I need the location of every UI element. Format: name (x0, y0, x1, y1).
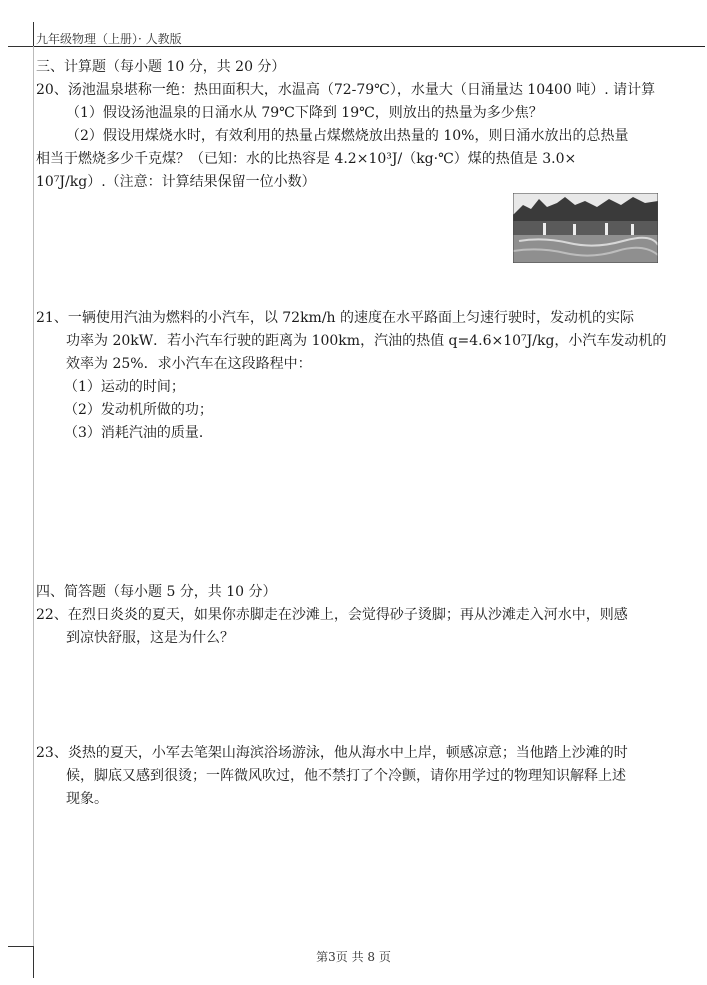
question-22-line-2: 到凉快舒服，这是为什么？ (66, 630, 234, 646)
section-heading-calculation: 三、计算题（每小题 10 分，共 20 分） (36, 59, 286, 75)
question-21-line-1: 21、一辆使用汽油为燃料的小汽车，以 72km/h 的速度在水平路面上匀速行驶时，发动机的实际 (36, 310, 635, 326)
question-23-line-2: 候，脚底又感到很烫；一阵微风吹过，他不禁打了个冷颤，请你用学过的物理知识解释上述 (66, 768, 626, 784)
question-21-line-2: 功率为 20kW．若小汽车行驶的距离为 100km，汽油的热值 q=4.6×10⁷J/kg，小汽车发动机的 (66, 333, 667, 349)
question-20-part-2-line-2: 相当于燃烧多少千克煤？（已知：水的比热容是 4.2×10³J/（kg·℃）煤的热值是 3.0× (36, 151, 577, 167)
question-20-line-1: 20、汤池温泉堪称一绝：热田面积大，水温高（72-79℃），水量大（日涌量达 10400 吨）. 请计算 (36, 82, 656, 98)
question-20-part-1: （1）假设汤池温泉的日涌水从 79℃下降到 19℃，则放出的热量为多少焦？ (66, 105, 543, 121)
question-21-sub-1: （1）运动的时间； (64, 379, 185, 395)
question-20-part-2-line-1: （2）假设用煤烧水时，有效利用的热量占煤燃烧放出热量的 10%，则日涌水放出的总热量 (66, 128, 629, 144)
crop-mark-top-left-horizontal (8, 46, 34, 47)
question-22-line-1: 22、在烈日炎炎的夏天，如果你赤脚走在沙滩上，会觉得砂子烫脚；再从沙滩走入河水中，则感 (36, 607, 628, 623)
page-number-footer: 第3页 共 8 页 (316, 950, 391, 964)
page-header-title: 九年级物理（上册）· 人教版 (36, 32, 182, 46)
question-20-part-2-line-3: 10⁷J/kg）.（注意：计算结果保留一位小数） (36, 174, 316, 190)
hot-spring-photo (513, 193, 658, 263)
question-23-line-3: 现象。 (66, 791, 108, 807)
left-margin-rule (33, 46, 34, 946)
question-21-sub-3: （3）消耗汽油的质量． (64, 425, 213, 441)
crop-mark-bottom-left-horizontal (8, 946, 34, 947)
section-heading-short-answer: 四、简答题（每小题 5 分，共 10 分） (36, 584, 277, 600)
question-21-sub-2: （2）发动机所做的功； (64, 402, 213, 418)
question-21-line-3: 效率为 25%．求小汽车在这段路程中： (66, 356, 312, 372)
question-23-line-1: 23、炎热的夏天，小军去笔架山海滨浴场游泳，他从海水中上岸，顿感凉意；当他踏上沙滩的时 (36, 745, 628, 761)
crop-mark-top-left-vertical (33, 22, 34, 47)
